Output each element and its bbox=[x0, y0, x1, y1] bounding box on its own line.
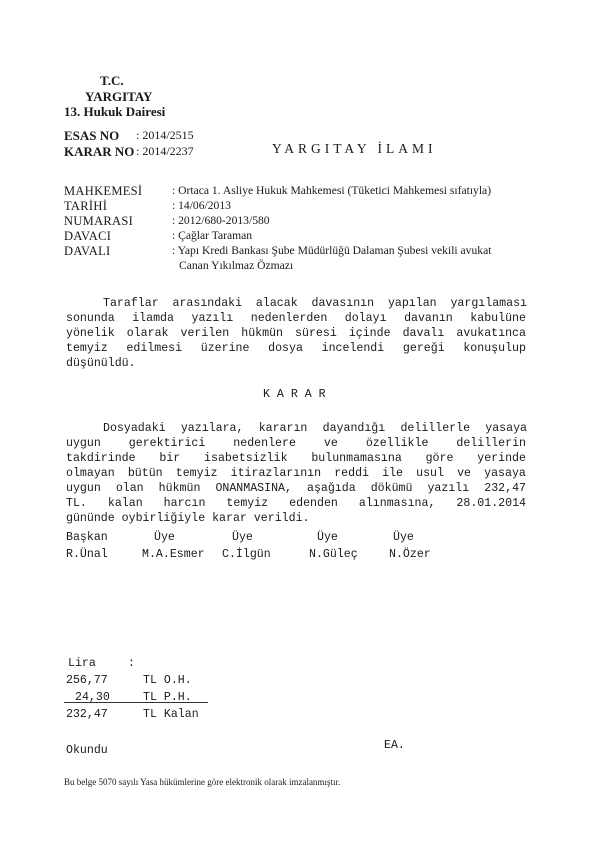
paragraph-word: kalan bbox=[107, 497, 143, 510]
document-title: YARGITAY İLAMI bbox=[272, 141, 437, 156]
paragraph-line bbox=[66, 327, 526, 340]
paragraph-word: TL. bbox=[66, 497, 87, 510]
paragraph-line bbox=[66, 512, 526, 525]
field-value-mahkemesi: : Ortaca 1. Asliye Hukuk Mahkemesi (Tüketici Mahkemesi sıfatıyla) bbox=[172, 184, 492, 197]
field-label-mahkemesi: MAHKEMESİ bbox=[64, 184, 143, 198]
paragraph-word: bulunmamasına bbox=[311, 452, 402, 465]
paragraph-word: yapılan bbox=[387, 297, 437, 310]
ea-label: EA. bbox=[384, 739, 405, 752]
paragraph-text: düşünüldü. bbox=[66, 357, 136, 370]
paragraph-word: dökümü bbox=[370, 482, 413, 495]
paragraph-word: dayandığı bbox=[322, 422, 386, 435]
paragraph-word: hükmün bbox=[241, 327, 283, 340]
paragraph-word: uygun bbox=[66, 482, 101, 495]
karar-value: : 2014/2237 bbox=[136, 144, 194, 158]
signature-name: N.Güleç bbox=[309, 548, 358, 561]
field-value-davali: : Yapı Kredi Bankası Şube Müdürlüğü Dalaman Şubesi vekili avukat bbox=[172, 244, 492, 257]
paragraph-word: usul bbox=[416, 467, 444, 480]
paragraph-word: nedenlere bbox=[233, 437, 296, 450]
paragraph-line bbox=[66, 437, 526, 450]
paragraph-word: temyiz bbox=[175, 467, 218, 480]
paragraph-word: arasındaki bbox=[172, 297, 243, 310]
footer-note: Bu belge 5070 sayılı Yasa hükümlerine göre elektronik olarak imzalanmıştır. bbox=[64, 777, 341, 787]
paragraph-word: yerinde bbox=[477, 452, 526, 465]
paragraph-word: davalı bbox=[402, 327, 445, 340]
paragraph-word: bir bbox=[159, 452, 181, 465]
paragraph-line bbox=[66, 497, 526, 510]
field-value-numarasi: : 2012/680-2013/580 bbox=[172, 214, 270, 227]
esas-value: : 2014/2515 bbox=[136, 128, 194, 142]
paragraph-word: reddi bbox=[334, 467, 369, 480]
paragraph-word: ve bbox=[323, 437, 338, 450]
paragraph-word: Taraflar bbox=[103, 297, 159, 310]
paragraph-word: verilen bbox=[180, 327, 230, 340]
paragraph-word: kabulüne bbox=[470, 312, 526, 325]
fee-desc: TL O.H. bbox=[143, 674, 192, 687]
sum-underline bbox=[64, 702, 208, 703]
paragraph-word: davasının bbox=[311, 297, 375, 310]
paragraph-word: bütün bbox=[127, 467, 163, 480]
fee-amount: 24,30 bbox=[75, 691, 110, 704]
field-value-davaci: : Çağlar Taraman bbox=[172, 229, 253, 242]
paragraph-word: davanın bbox=[404, 312, 453, 325]
paragraph-word: dosya bbox=[268, 342, 303, 355]
paragraph-word: ve bbox=[457, 467, 472, 480]
signature-role: Üye bbox=[393, 531, 414, 544]
paragraph-word: itirazlarının bbox=[230, 467, 322, 480]
fee-desc: TL P.H. bbox=[143, 691, 192, 704]
paragraph-word: yazılı bbox=[191, 312, 234, 325]
paragraph-word: delillerle bbox=[400, 422, 471, 435]
fees-header: Lira bbox=[68, 657, 96, 670]
country-label: T.C. bbox=[100, 73, 124, 88]
chamber-name: 13. Hukuk Dairesi bbox=[64, 104, 166, 119]
paragraph-word: ile bbox=[382, 467, 403, 480]
field-label-numarasi: NUMARASI bbox=[64, 214, 134, 228]
paragraph-word: harcın bbox=[163, 497, 206, 510]
paragraph-word: olan bbox=[115, 482, 144, 495]
paragraph-word: yönelik bbox=[66, 327, 115, 340]
paragraph-word: temyiz bbox=[226, 497, 269, 510]
signature-role: Başkan bbox=[66, 531, 108, 544]
field-label-davali: DAVALI bbox=[64, 244, 111, 258]
paragraph-word: edenden bbox=[289, 497, 338, 510]
paragraph-word: olmayan bbox=[66, 467, 115, 480]
paragraph-word: olarak bbox=[126, 327, 169, 340]
field-label-tarihi: TARİHİ bbox=[64, 199, 108, 213]
paragraph-word: incelendi bbox=[321, 342, 385, 355]
paragraph-line bbox=[66, 342, 526, 355]
paragraph-line bbox=[66, 312, 526, 325]
paragraph-word: yazılara, bbox=[180, 422, 244, 435]
paragraph-word: gerektirici bbox=[128, 437, 206, 450]
field-value-tarihi: : 14/06/2013 bbox=[172, 199, 231, 212]
paragraph-word: kararın bbox=[258, 422, 308, 435]
fees-colon: : bbox=[128, 657, 135, 670]
paragraph-word: avukatınca bbox=[456, 327, 526, 340]
paragraph-text: gününde oybirliğiyle karar verildi. bbox=[66, 512, 310, 525]
paragraph-word: yazılı bbox=[427, 482, 470, 495]
paragraph-word: süresi bbox=[295, 327, 337, 340]
paragraph-word: Dosyadaki bbox=[103, 422, 166, 435]
paragraph-word: içinde bbox=[348, 327, 391, 340]
esas-label: ESAS NO bbox=[64, 128, 120, 143]
paragraph-word: takdirinde bbox=[66, 452, 136, 465]
court-name: YARGITAY bbox=[85, 89, 153, 104]
paragraph-word: göre bbox=[425, 452, 454, 465]
signature-role: Üye bbox=[154, 531, 175, 544]
paragraph-word: özellikle bbox=[365, 437, 429, 450]
paragraph-word: yasaya bbox=[485, 422, 527, 435]
paragraph-line bbox=[66, 467, 526, 480]
paragraph-word: 232,47 bbox=[484, 482, 526, 495]
signature-name: M.A.Esmer bbox=[142, 548, 205, 561]
karar-label: KARAR NO bbox=[64, 144, 135, 159]
paragraph-word: uygun bbox=[66, 437, 101, 450]
paragraph-word: nedenlerden bbox=[250, 312, 328, 325]
paragraph-word: ONANMASINA, bbox=[215, 482, 292, 495]
paragraph-word: yargılaması bbox=[450, 297, 527, 310]
paragraph-word: alınmasına, bbox=[358, 497, 436, 510]
paragraph-word: dolayı bbox=[344, 312, 387, 325]
fee-desc: TL Kalan bbox=[143, 708, 199, 721]
paragraph-word: delillerin bbox=[456, 437, 526, 450]
paragraph-word: alacak bbox=[255, 297, 298, 310]
read-label: Okundu bbox=[66, 744, 108, 757]
paragraph-line bbox=[66, 422, 527, 435]
decision-heading: K A R A R bbox=[263, 388, 326, 401]
signature-name: R.Ünal bbox=[66, 548, 108, 561]
paragraph-line bbox=[66, 297, 527, 310]
paragraph-word: yasaya bbox=[484, 467, 526, 480]
paragraph-word: gereği bbox=[402, 342, 445, 355]
paragraph-word: hükmün bbox=[158, 482, 201, 495]
paragraph-word: temyiz bbox=[66, 342, 108, 355]
paragraph-word: 28.01.2014 bbox=[456, 497, 526, 510]
paragraph-line bbox=[66, 357, 526, 370]
paragraph-line bbox=[66, 452, 526, 465]
signature-name: C.İlgün bbox=[222, 548, 271, 561]
field-label-davaci: DAVACI bbox=[64, 229, 112, 243]
fee-amount: 256,77 bbox=[66, 674, 108, 687]
signature-name: N.Özer bbox=[389, 548, 431, 561]
paragraph-word: sonunda bbox=[66, 312, 115, 325]
paragraph-word: konuşulup bbox=[463, 342, 526, 355]
field-value-davali-cont: Canan Yıkılmaz Özmazı bbox=[179, 259, 294, 272]
paragraph-word: edilmesi bbox=[126, 342, 183, 355]
fee-amount: 232,47 bbox=[66, 708, 108, 721]
signature-role: Üye bbox=[232, 531, 253, 544]
paragraph-word: ilamda bbox=[132, 312, 174, 325]
signature-role: Üye bbox=[317, 531, 338, 544]
paragraph-line bbox=[66, 482, 526, 495]
paragraph-word: aşağıda bbox=[306, 482, 356, 495]
paragraph-word: isabetsizlik bbox=[204, 452, 288, 465]
paragraph-word: üzerine bbox=[200, 342, 250, 355]
